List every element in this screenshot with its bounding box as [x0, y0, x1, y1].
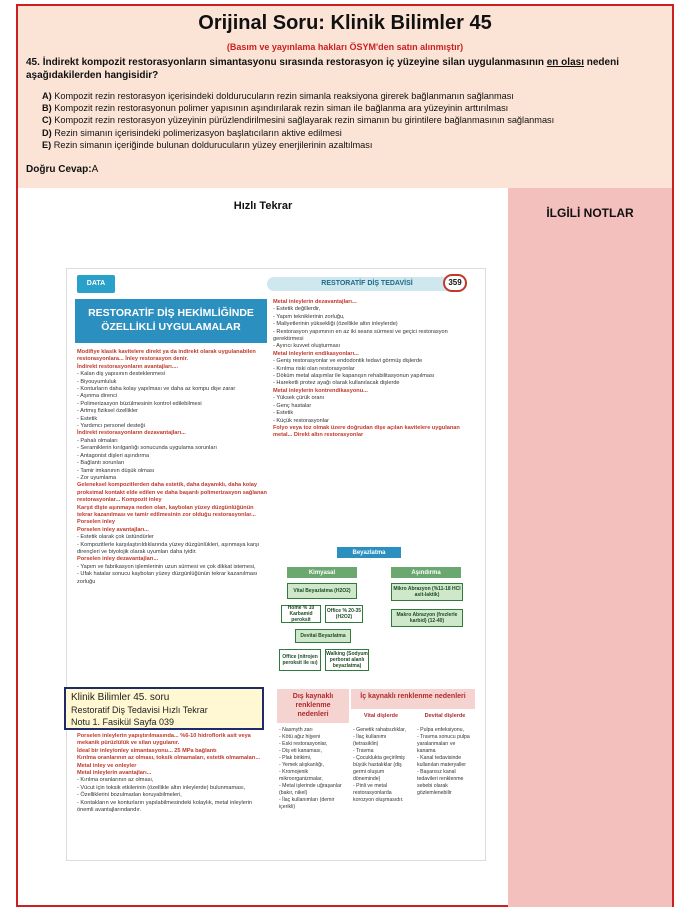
book-line: - Vücut için toksik etkilerinin (özellikle altın inleylerde) bulunmaması,	[77, 784, 246, 791]
book-line: - Geniş restorasyonlar ve endodontik tedavi görmüş dişlerde	[273, 358, 423, 365]
book-line: Folyo veya toz olmak üzere doğrudan dişe açılan kavitelere uygulanan metal... Direkt altın restorasyonlar	[273, 424, 460, 439]
book-line: - Pahalı olmaları	[77, 437, 118, 444]
stem-underlined: en olası	[546, 57, 584, 68]
book-line: Porselen inley avantajları...	[77, 526, 149, 533]
question-panel	[18, 6, 672, 188]
book-line: - Antagonist dişleri aşındırma	[77, 452, 150, 459]
book-line: - Genç hastalar	[273, 402, 312, 409]
book-line: Porselen inleylerin yapıştırılmasında... %6-10 hidroflorik asit veya mekanik pürüzlülük ve silan uygulanır.	[77, 733, 251, 747]
question-stem	[26, 56, 666, 82]
table-head-vital: Vital dişlerde	[351, 711, 411, 723]
diagram-office: Office % 20-35 (H2O2)	[325, 605, 363, 623]
notes-title: İLGİLİ NOTLAR	[546, 206, 634, 220]
book-line: - Maliyetlerinin yüksekliği (özellikle altın inleylerde)	[273, 321, 398, 328]
option-c: C) Kompozit rezin restorasyon yüzeyinin pürüzlendirilmesini sağlayarak rezin simanın bu girintilere bağlanmasının sağlanması	[42, 115, 555, 126]
book-page-number: 359	[443, 274, 467, 292]
book-line: Metal inleylerin avantajları...	[77, 770, 152, 777]
book-logo: DATA	[77, 275, 115, 293]
book-line: - Ayırıcı kuvvet oluşturması	[273, 343, 341, 350]
book-header: RESTORATİF DİŞ TEDAVİSİ	[267, 277, 467, 291]
note-line-1: Klinik Bilimler 45. soru	[71, 692, 170, 703]
book-line: Metal inleylerin dezavantajları...	[273, 299, 357, 305]
book-line: - Estetik değillerdir,	[273, 306, 321, 313]
option-e: E) Rezin simanın içeriğinde bulunan doldurucuların yüzey enerjilerinin azaltılması	[42, 139, 373, 150]
diagram-office-p: Office (nitrojen peroksit ile ısı)	[279, 649, 321, 671]
table-head-internal: İç kaynaklı renklenme nedenleri	[351, 689, 475, 709]
book-line: - Bağlantı sorunları	[77, 460, 125, 467]
book-left-column	[77, 349, 267, 689]
table-head-devital: Devital dişlerde	[415, 711, 475, 723]
option-a: A) Kompozit rezin restorasyon içerisindeki doldurucuların rezin simanla reaksiyona girerek bağlanmanın sağlanması	[42, 91, 514, 101]
book-line: - Ufak hatalar sonucu kaybolan yüzey düzgünlüğünün tekrar kazanılması zorluğu	[77, 571, 258, 585]
question-title: Orijinal Soru: Klinik Bilimler 45	[198, 12, 492, 34]
quick-review-heading: Hızlı Tekrar	[233, 200, 293, 212]
diagram-right-head: Aşındırma	[391, 567, 461, 578]
book-line: - Aşınma direnci	[77, 393, 118, 400]
book-line: - Polimerizasyon büzülmesinin kontrol edilebilmesi	[77, 400, 202, 407]
book-line: - Döküm metal alaşımlar ile kapanışın rehabilitasyonun yapılması	[273, 373, 435, 380]
table-col-vital: - Genetik rahatsızlıklar, - İlaç kullanımı (tetrasiklin) - Travma - Çocuklukta geçirilmiş büyük hastalıklar (diş germi oluşum döneminde) - Pinli ve metal restorasyonlarda korozyon oluşmasıdır.	[353, 727, 407, 803]
book-line: Karşıt dişte aşınmaya neden olan, kaybolan yüzey düzgünlüğünün tekrar kazanılması ve tamir edilmesinin zor olduğu restorasyonlar... Porselen inley	[77, 504, 256, 526]
book-line: - Kalan diş yapısının desteklenmesi	[77, 371, 165, 378]
book-line: - Yüksek çürük oranı	[273, 395, 325, 402]
diagram-vital: Vital Beyazlatma (H2O2)	[287, 583, 357, 599]
option-d: D) Rezin simanın içerisindeki polimerizasyon başlatıcıların aktive edilmesi	[42, 127, 342, 138]
diagram-mikro: Mikro Abrazyon (%11-18 HCl asit-laktik)	[391, 583, 463, 601]
book-line: - Hareketli protez ayağı olarak kullanılacak dişlerde	[273, 380, 400, 387]
book-line: - Kontakların ve konturların yapılabilmesindeki kolaylık, metal inleylerin önemli avantajlarındandır.	[77, 799, 253, 814]
diagram-top: Beyazlatma	[337, 547, 401, 558]
table-col-external: - Nasmyth zarı - Kötü ağız hijyeni - Eski restorasyonlar, - Diş eti kanaması, - Plak birikimi, - Yemek alışkanlığı, - Kromojenik mikroorganizmalar, - Metal işlerinde uğraşanlar (bakır, nikel) - İlaç kullanımları (demir içerikli)	[279, 727, 342, 810]
book-line: Metal inleylerin kontrendikasyonu...	[273, 387, 368, 394]
notes-panel	[508, 188, 672, 907]
table-head-external: Dış kaynaklı renklenme nedenleri	[277, 689, 349, 723]
book-line: - Yardımcı personel desteği	[77, 423, 145, 430]
book-line: - Yapım tekniklerinin zorluğu,	[273, 313, 345, 320]
diagram-home: Home % 10 Karbamid peroksit	[281, 605, 321, 623]
book-line: - Estetik	[77, 415, 98, 422]
note-line-3: Notu 1. Fasikül Sayfa 039	[71, 717, 175, 727]
reference-note	[64, 687, 264, 730]
textbook-page-image	[66, 268, 486, 861]
book-line: - Kompozitlerle karşılaştırıldıklarında yüzey düzgünlükleri, aşınmaya karşı dirençleri ve biyolojik olarak uyumları daha iyidir.	[77, 541, 260, 555]
whitening-diagram	[279, 547, 475, 675]
book-line: - Kırılma riski olan restorasyonlar	[273, 365, 355, 372]
option-b: B) Kompozit rezin restorasyonun polimer yapısının aşındırılarak rezin siman ile bağlanma ara yüzeyinin arttırılması	[42, 103, 509, 114]
book-line: İndirekt restorasyonların dezavantajları...	[77, 430, 186, 437]
diagram-devital: Devital Beyazlatma	[295, 629, 351, 643]
book-right-column	[273, 299, 473, 529]
book-line: - Restorasyon yapımının en az iki seans sürmesi ve geçici restorasyon gerektirmesi	[273, 328, 448, 343]
book-line: - Artmış fiziksel özellikler	[77, 408, 138, 415]
book-line: İdeal bir inley/onley simantasyonu... 25 MPa bağlantı	[77, 747, 217, 754]
copyright-note: (Basım ve yayınlama hakları ÖSYM'den satın alınmıştır)	[226, 42, 464, 52]
note-line-2: Restoratif Diş Tedavisi Hızlı Tekrar	[71, 705, 208, 715]
stem-text-2: nedeni aşağıdakilerden hangisidir?	[26, 57, 619, 81]
options-list	[42, 90, 662, 151]
book-line: Modifiye klasik kavitelere direkt ya da indirekt olarak uygulanabilen restorasyonlara... İnley restorasyon denir.	[77, 349, 256, 363]
book-line: - Estetik olarak çok üstündürler	[77, 534, 154, 541]
book-line: - Estetik	[273, 410, 294, 417]
book-line: - Küçük restorasyonlar	[273, 417, 329, 424]
diagram-walking: Walking (Sodyum perborat alanlı beyazlatma)	[326, 651, 368, 669]
stem-text-1: İndirekt kompozit restorasyonların simantasyonu sırasında restorasyon iç yüzeyine silan uygulanmasının	[42, 57, 544, 68]
book-line: Geleneksel kompozitlerden daha estetik, daha dayanıklı, daha kolay proksimal kontakt elde edilen ve daha başarılı polimerizasyon sağlanan restorasyonlar... Kompozit inley	[77, 482, 267, 504]
diagram-left-head: Kimyasal	[287, 567, 357, 578]
book-line: - Özelliklerini bozulmadan koruyabilmeleri,	[77, 792, 182, 799]
book-line: - Konturların daha kolay yapılması ve daha az kompu dişe zarar	[77, 386, 236, 393]
book-banner: RESTORATİF DİŞ HEKİMLİĞİNDE ÖZELLİKLİ UYGULAMALAR	[75, 299, 267, 343]
book-line: Kırılma oranlarının az olması, toksik olmamaları, estetik olmamaları... Metal inley ve onleyler	[77, 755, 261, 769]
correct-answer: Doğru Cevap:A	[26, 164, 99, 175]
book-line: İndirekt restorasyonların avantajları....	[77, 363, 179, 370]
diagram-makro: Makro Abrazyon (frezlerle karbid) (12-40)	[391, 609, 463, 627]
book-line: - Biyouyumluluk	[77, 378, 117, 385]
book-line: - Zor uyumlama	[77, 474, 117, 481]
question-number: 45.	[26, 57, 40, 68]
page-frame	[16, 4, 674, 907]
book-line: - Kırılma oranlarının az olması,	[77, 777, 154, 784]
book-line: - Tamir imkanının düşük olması	[77, 467, 155, 474]
book-line: Porselen inley dezavantajları...	[77, 556, 159, 563]
book-line: - Seramiklerin kırılganlığı sonucunda uygulama sorunları	[77, 445, 217, 452]
book-line: Metal inleylerin endikasyonları...	[273, 350, 359, 357]
table-col-devital: - Pulpa enfeksiyonu, - Travma sonucu pulpa yaralanmaları ve kanama - Kanal tedavisinde kullanılan materyaller - Başarısız kanal tedavileri renklenme sebebi olarak gözlemlenebilir	[417, 727, 470, 796]
book-line: - Yapım ve fabrikasyon işlemlerinin uzun sürmesi ve çok dikkat istemesi,	[77, 563, 256, 570]
